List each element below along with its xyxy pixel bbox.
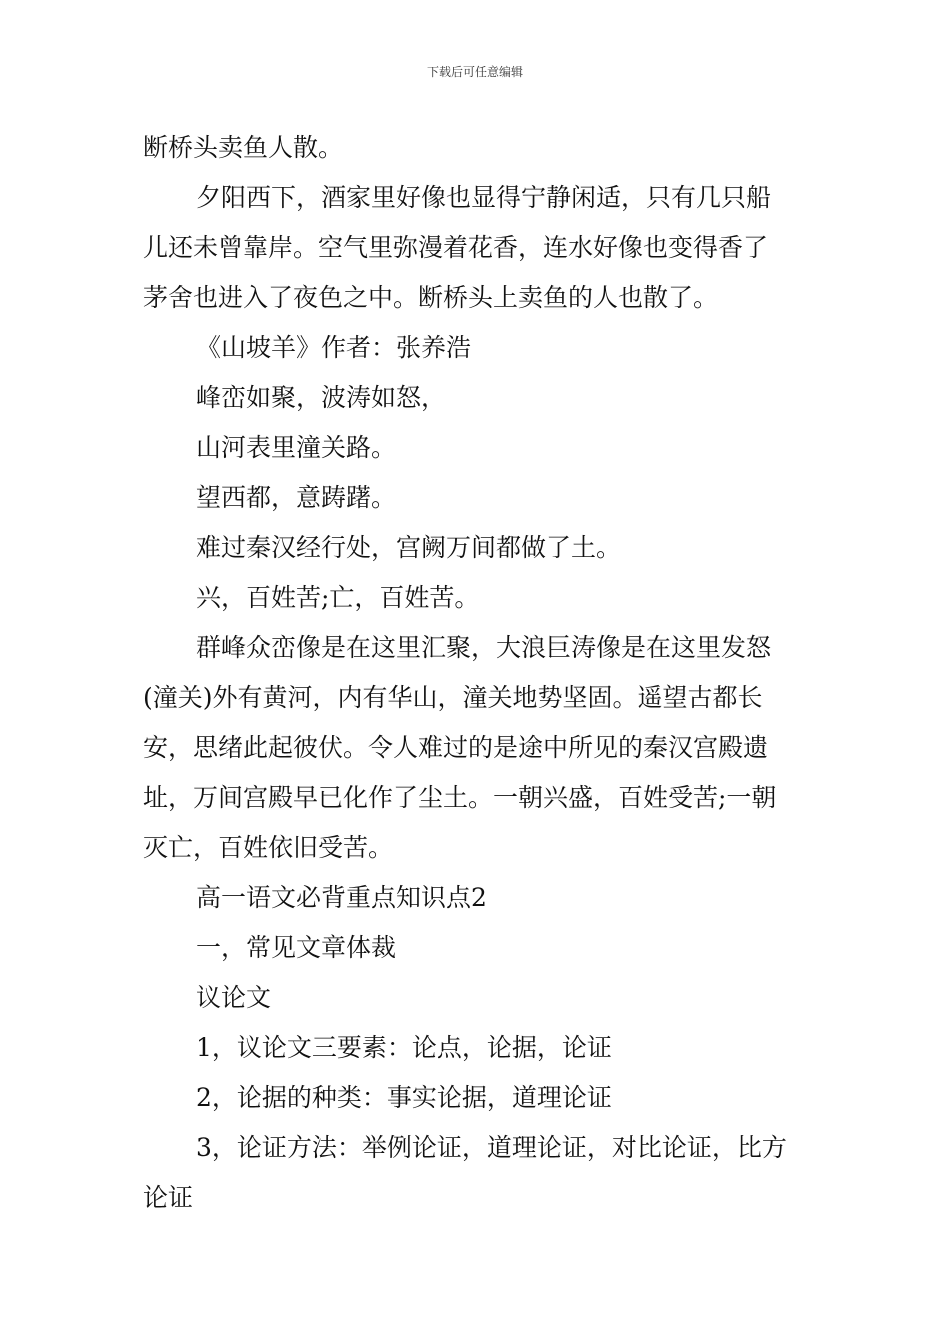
- body-line: 茅舍也进入了夜色之中。断桥头上卖鱼的人也散了。: [143, 283, 719, 312]
- poem-line: 山河表里潼关路。: [196, 433, 397, 462]
- poem-line: 峰峦如聚，波涛如怒，: [196, 383, 447, 412]
- list-item: 3，论证方法：举例论证，道理论证，对比论证，比方: [196, 1133, 787, 1162]
- list-item-continuation: 论证: [143, 1183, 194, 1212]
- body-line: 群峰众峦像是在这里汇聚，大浪巨涛像是在这里发怒: [196, 633, 772, 662]
- body-line: 断桥头卖鱼人散。: [143, 133, 344, 162]
- body-line: 灭亡，百姓依旧受苦。: [143, 833, 394, 862]
- document-body: [143, 123, 813, 1223]
- list-item: 1，议论文三要素：论点，论据，论证: [196, 1033, 612, 1062]
- poem-title: 《山坡羊》作者：张养浩: [196, 333, 472, 362]
- body-line: 安，思绪此起彼伏。令人难过的是途中所见的秦汉宫殿遗: [143, 733, 769, 762]
- body-line: (潼关)外有黄河，内有华山，潼关地势坚固。遥望古都长: [143, 683, 763, 712]
- section-heading: 高一语文必背重点知识点2: [196, 883, 487, 912]
- body-line: 址，万间宫殿早已化作了尘土。一朝兴盛，百姓受苦;一朝: [143, 783, 777, 812]
- subsection-heading: 一，常见文章体裁: [196, 933, 397, 962]
- poem-line: 望西都，意踌躇。: [196, 483, 397, 512]
- body-line: 儿还未曾靠岸。空气里弥漫着花香，连水好像也变得香了: [143, 233, 769, 262]
- list-item: 2，论据的种类：事实论据，道理论证: [196, 1083, 612, 1112]
- page-header: 下载后可任意编辑: [426, 65, 523, 79]
- body-line: 夕阳西下，酒家里好像也显得宁静闲适，只有几只船: [196, 183, 772, 212]
- poem-line: 兴，百姓苦;亡，百姓苦。: [196, 583, 480, 612]
- poem-line: 难过秦汉经行处，宫阙万间都做了土。: [196, 533, 622, 562]
- subsection-heading: 议论文: [196, 983, 272, 1012]
